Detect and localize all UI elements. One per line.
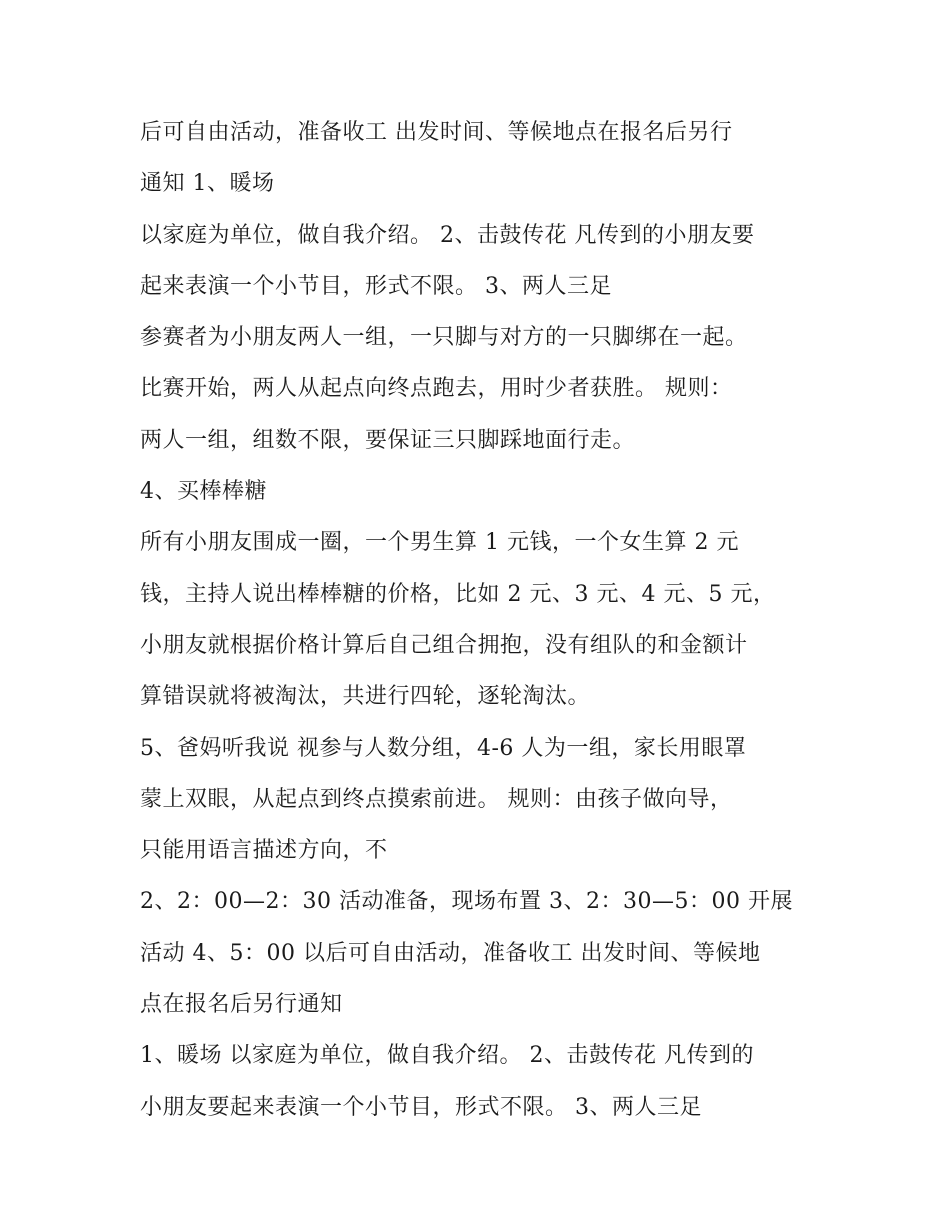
text-line: 两人一组，组数不限，要保证三只脚踩地面行走。	[140, 427, 636, 453]
text-line: 蒙上双眼，从起点到终点摸索前进。 规则：由孩子做向导，	[140, 786, 733, 812]
text-line: 5、爸妈听我说 视参与人数分组，4-6 人为一组，家长用眼罩	[140, 735, 747, 761]
text-line: 所有小朋友围成一圈，一个男生算 1 元钱，一个女生算 2 元	[140, 530, 739, 556]
text-line: 1、暖场 以家庭为单位，做自我介绍。 2、击鼓传花 凡传到的	[140, 1043, 754, 1069]
text-line: 点在报名后另行通知	[140, 992, 343, 1018]
text-line: 小朋友要起来表演一个小节目，形式不限。 3、两人三足	[140, 1094, 702, 1120]
text-line: 钱，主持人说出棒棒糖的价格，比如 2 元、3 元、4 元、5 元，	[140, 581, 776, 607]
section-heading: 4、买棒棒糖	[140, 479, 267, 505]
text-line: 活动 4、5：00 以后可自由活动，准备收工 出发时间、等候地	[140, 940, 761, 966]
text-line: 起来表演一个小节目，形式不限。 3、两人三足	[140, 273, 612, 299]
text-line: 参赛者为小朋友两人一组，一只脚与对方的一只脚绑在一起。	[140, 325, 748, 351]
text-line: 2、2：00—2：30 活动准备，现场布置 3、2：30—5：00 开展	[140, 889, 793, 915]
text-line: 只能用语言描述方向，不	[140, 838, 388, 864]
text-line: 以家庭为单位，做自我介绍。 2、击鼓传花 凡传到的小朋友要	[140, 222, 755, 248]
text-line: 小朋友就根据价格计算后自己组合拥抱，没有组队的和金额计	[140, 632, 748, 658]
text-line: 算错误就将被淘汰，共进行四轮，逐轮淘汰。	[140, 684, 591, 710]
text-line: 通知 1、暖场	[140, 171, 275, 197]
document-body	[140, 107, 830, 1133]
text-line: 后可自由活动，准备收工 出发时间、等候地点在报名后另行	[140, 120, 733, 145]
text-line: 比赛开始，两人从起点向终点跑去，用时少者获胜。 规则：	[140, 376, 733, 402]
